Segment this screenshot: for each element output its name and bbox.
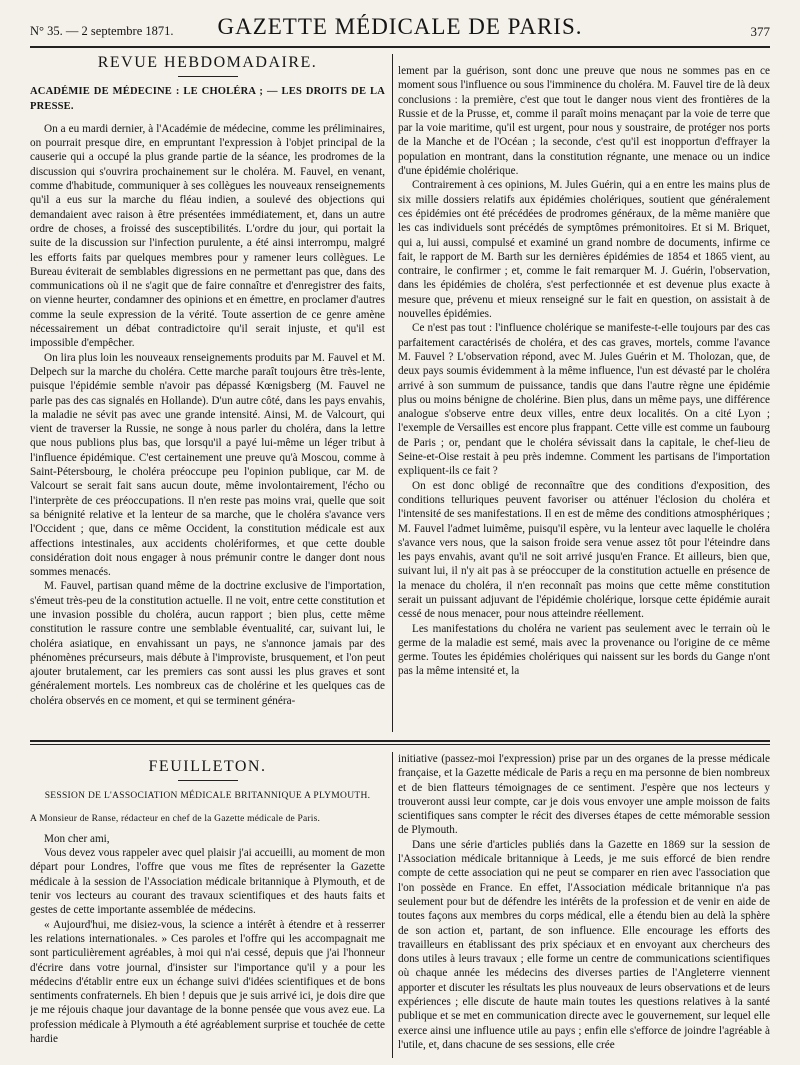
paragraph: lement par la guérison, sont donc une preuve que nous ne sommes pas en ce moment sous l'influence ou sous l'imminence du choléra. M. Fauvel tire de là deux conclusions : la première, c'est que tout le danger nous vient des frontières de la Russie et de la Prusse, et, comme il paraît moins menaçant par la voie de terre que par la voie maritime, qu'il est urgent, pour nous y soustraire, de protéger nos ports de la Manche et de l'Océan ; la seconde, c'est qu'il est inopportun d'effrayer la population en montrant, dans la constitution régnante, une menace ou un indice d'une épidémie cholérique.	[398, 65, 770, 178]
feuilleton-rule	[30, 740, 770, 742]
revue-title: REVUE HEBDOMADAIRE.	[97, 54, 318, 71]
page-number: 377	[750, 24, 770, 39]
journal-title: GAZETTE MÉDICALE DE PARIS.	[217, 14, 583, 39]
issue-date: N° 35. — 2 septembre 1871.	[30, 24, 174, 38]
greeting: Mon cher ami,	[44, 832, 110, 845]
feuilleton-subhead: SESSION DE L'ASSOCIATION MÉDICALE BRITANNIQUE A PLYMOUTH.	[44, 791, 371, 802]
paragraph: Les manifestations du choléra ne varient pas seulement avec le terrain où le germe de la maladie est semé, mais avec la provenance ou l'origine de ce même germe. Toutes les épidémies cholériques qui naissent sur les bords du Gange n'ont pas la même intensité et, la	[398, 622, 770, 678]
revue-column-left	[30, 54, 385, 732]
feuilleton-column-right	[398, 752, 770, 1058]
paragraph: On lira plus loin les nouveaux renseignements produits par M. Fauvel et M. Delpech sur la marche du choléra. Cette marche paraît toujours être très-lente, puisque l'épidémie semble n'avoir pas dépassé Kœnigsberg (M. Fauvel ne parle pas des cas signalés en Hollande). D'un autre côté, dans les pays envahis, la maladie ne sévit pas avec une grande intensité. Ainsi, M. de Valcourt, qui vient de traverser la Russie, ne songe à nous parler du choléra, dans la lettre que nous publions plus bas, que lorsqu'il a payé lui-même un léger tribut à l'influence épidémique. C'est certainement une preuve qu'à Moscou, comme à Saint-Pétersbourg, le choléra préoccupe peu l'opinion publique, car M. de Valcourt se serait fait sans aucun doute, même involontairement, l'écho ou l'interprète de ces préoccupations. Il n'en reste pas moins vrai, quelle que soit sa bénignité relative et la lenteur de sa marche, que le choléra s'avance vers l'Occident ; que, dans ce même Occident, la constitution médicale est aux affections intestinales, aux accidents cholériformes, et que cette double considération doit nous engager à nous prémunir contre le danger dont nous sommes menacés.	[30, 351, 385, 579]
paragraph: M. Fauvel, partisan quand même de la doctrine exclusive de l'importation, s'émeut très-peu de la constitution actuelle. Il ne voit, entre cette constitution et une invasion possible du choléra, aucun rapport ; bien plus, cette même constitution le rassure contre une semblable éventualité, car, suivant lui, le choléra asiatique, en envahissant un pays, ne s'annonce jamais par des phénomènes précurseurs, mais débute à l'improviste, brusquement, et l'on peut ajouter brutalement, car les premiers cas sont aussi les plus graves et sont généralement mortels. Les nombreux cas de cholérine et les quelques cas de choléra observés en ce moment, et qui se terminent généra-	[30, 580, 385, 707]
revue-subhead: ACADÉMIE DE MÉDECINE : LE CHOLÉRA ; — LES DROITS DE LA PRESSE.	[30, 86, 385, 112]
feuilleton-column-left	[30, 758, 385, 1058]
column-divider	[392, 54, 393, 732]
title-rule	[178, 76, 238, 77]
paragraph: On est donc obligé de reconnaître que des conditions d'exposition, des conditions telluriques peuvent favoriser ou atténuer l'éclosion du choléra et l'intensité de ses manifestations. Il en est de même des conditions atmosphériques ; M. Fauvel l'admet luimême, puisqu'il espère, vu la lenteur avec laquelle le choléra s'avance vers nous, que la saison froide sera venue assez tôt pour l'éteindre dans les pays envahis, avant qu'il ne soit arrivé jusqu'en France. Et ailleurs, bien que, suivant lui, il n'y ait pas à se préoccuper de la constitution actuelle en présence de la menace du choléra, il n'en reconnaît pas moins que cette même constitution serait un puissant adjuvant de l'épidémie cholérique, lorsque cette épidémie aurait cessé de nous menacer, pour nous atteindre réellement.	[398, 479, 770, 621]
feuilleton-title: FEUILLETON.	[148, 758, 267, 775]
paragraph: Vous devez vous rappeler avec quel plaisir j'ai accueilli, au moment de mon départ pour Londres, l'offre que vous me fîtes de représenter la Gazette médicale à la session de l'Association médicale britannique à Plymouth, et de tenir vos lecteurs au courant des travaux scientifiques et des hauts faits et gestes de cette importante assemblée de médecins.	[30, 847, 385, 917]
dedication: A Monsieur de Ranse, rédacteur en chef de la Gazette médicale de Paris.	[30, 813, 321, 824]
paragraph: Dans une série d'articles publiés dans la Gazette en 1869 sur la session de l'Association médicale britannique à Leeds, je me suis efforcé de bien rendre compte de cette association qui ne peut se comparer en rien avec l'association que l'on possède en France. En effet, l'Association médicale britannique n'a pas seulement pour but de défendre les intérêts de la profession et de venir en aide de toutes façons aux membres du corps médical, elle a étendu bien au delà la sphère de son action et, partant, de son influence. Elle encourage les efforts des travailleurs en établissant des prix spéciaux et en envoyant aux chercheurs des dons utiles à leurs travaux ; elle forme un centre de communications scientifiques où chaque année les médecins des diverses parties de l'Angleterre viennent apporter et discuter les résultats les plus nouveaux de leurs observations et de leurs expériences ; elle discute de haute main toutes les questions relatives à la santé publique et se met en communication directe avec le gouvernement, sur lequel elle exerce ainsi une influence utile au pays ; enfin elle s'efforce de joindre l'agréable à l'utile, et, dans chacune de ses sessions, elle crée	[398, 838, 770, 1051]
paragraph: initiative (passez-moi l'expression) prise par un des organes de la presse médicale française, et la Gazette médicale de Paris a reçu en ma personne de bien nombreux et de bien flatteurs témoignages de ce sentiment. J'espère que nos lecteurs y trouveront aussi leur compte, car je dois vous envoyer une ample moisson de faits scientifiques sans compter le récit des diverses étapes de cette mémorable session de Plymouth.	[398, 753, 770, 837]
paragraph: Ce n'est pas tout : l'influence cholérique se manifeste-t-elle toujours par des cas parfaitement caractérisés de choléra, et des cas graves, mortels, comme l'avance M. Fauvel ? L'observation répond, avec M. Jules Guérin et M. Tholozan, que, de deux pays soumis évidemment à la même influence, l'un est dévasté par le choléra arrivé à son summum de puissance, tandis que dans l'autre règne une épidémie plus ou moins bénigne de cholérine. Bien plus, dans un même pays, une différence analogue s'observe entre deux villes, entre deux localités. On a cité Lyon ; l'exemple de Versailles est encore plus frappant. Cette ville est comme un faubourg de Paris ; or, pendant que le choléra sévissait dans la capitale, le chef-lieu de Seine-et-Oise restait à peu près indemne. Comment les partisans de l'importation expliquent-ils ce fait ?	[398, 322, 770, 478]
column-divider	[392, 752, 393, 1058]
masthead	[30, 14, 770, 44]
paragraph: On a eu mardi dernier, à l'Académie de médecine, comme les préliminaires, on pourrait presque dire, en empruntant l'expression à l'objet principal de la causerie qui a occupé la plus grande partie de la séance, les prodromes de la discussion qui s'ouvrira prochainement sur le choléra. M. Fauvel, en venant, comme d'habitude, communiquer à ses collègues les nouveaux renseignements qu'il a eus sur la marche du fléau indien, a soulevé des objections qui demandaient avec raison à être présentées immédiatement, et, dans un autre ordre de choses, a froissé des susceptibilités. L'ordre du jour, qui portait la suite de la discussion sur l'infection purulente, a été ainsi interrompu, malgré les efforts faits par quelques membres pour y ramener leurs collègues. Le Bureau éviterait de semblables digressions en ne permettant pas que, dans des communications où il ne s'agit que de faire connaître et d'enregistrer des faits, on vienne heurter, condamner des opinions et en émettre, en proclamer d'autres comme la seule expression de la vérité. Toute assertion de ce genre amène nécessairement un débat contradictoire qu'il serait injuste, et qu'il est impossible d'empêcher.	[30, 122, 385, 350]
revue-column-right	[398, 64, 770, 732]
paragraph: Contrairement à ces opinions, M. Jules Guérin, qui a en entre les mains plus de six mille dossiers relatifs aux épidémies cholériques, soutient que généralement ces épidémies ont été précédées de prodromes généraux, de la même manière que les cas individuels sont précédés de symptômes prémonitoires. Et si M. Briquet, qui a, lui aussi, compulsé et examiné un grand nombre de documents, infirme ce fait, le rapport de M. Barth sur les dernières épidémies de 1854 et 1865 vient, au contraire, le confirmer ; et, comme le fait remarquer M. J. Guérin, l'observation, dans les épidémies de choléra, s'est perfectionnée et est devenue plus exacte à mesure que, prévenu et mieux renseigné sur le fait en question, on assistait à de nouvelles épidémies.	[398, 179, 770, 321]
paragraph: « Aujourd'hui, me disiez-vous, la science a intérêt à étendre et à resserrer les relations internationales. » Ces paroles et l'offre qui les accompagnait me sont particulièrement agréables, à moi qui n'ai cessé, depuis que j'ai l'honneur d'écrire dans votre journal, d'insister sur l'importance qu'il y a pour les médecins d'établir entre eux un échange suivi d'idées scientifiques et de bons sentiments confraternels. Eh bien ! depuis que je suis arrivé ici, je dois dire que je me réjouis chaque jour davantage de la bonne pensée que vous avez eue. La profession médicale à Plymouth a été agréablement surprise et touchée de cette hardie	[30, 918, 385, 1046]
masthead-rule	[30, 46, 770, 48]
feuilleton-rule-thin	[30, 744, 770, 745]
title-rule	[178, 780, 238, 781]
